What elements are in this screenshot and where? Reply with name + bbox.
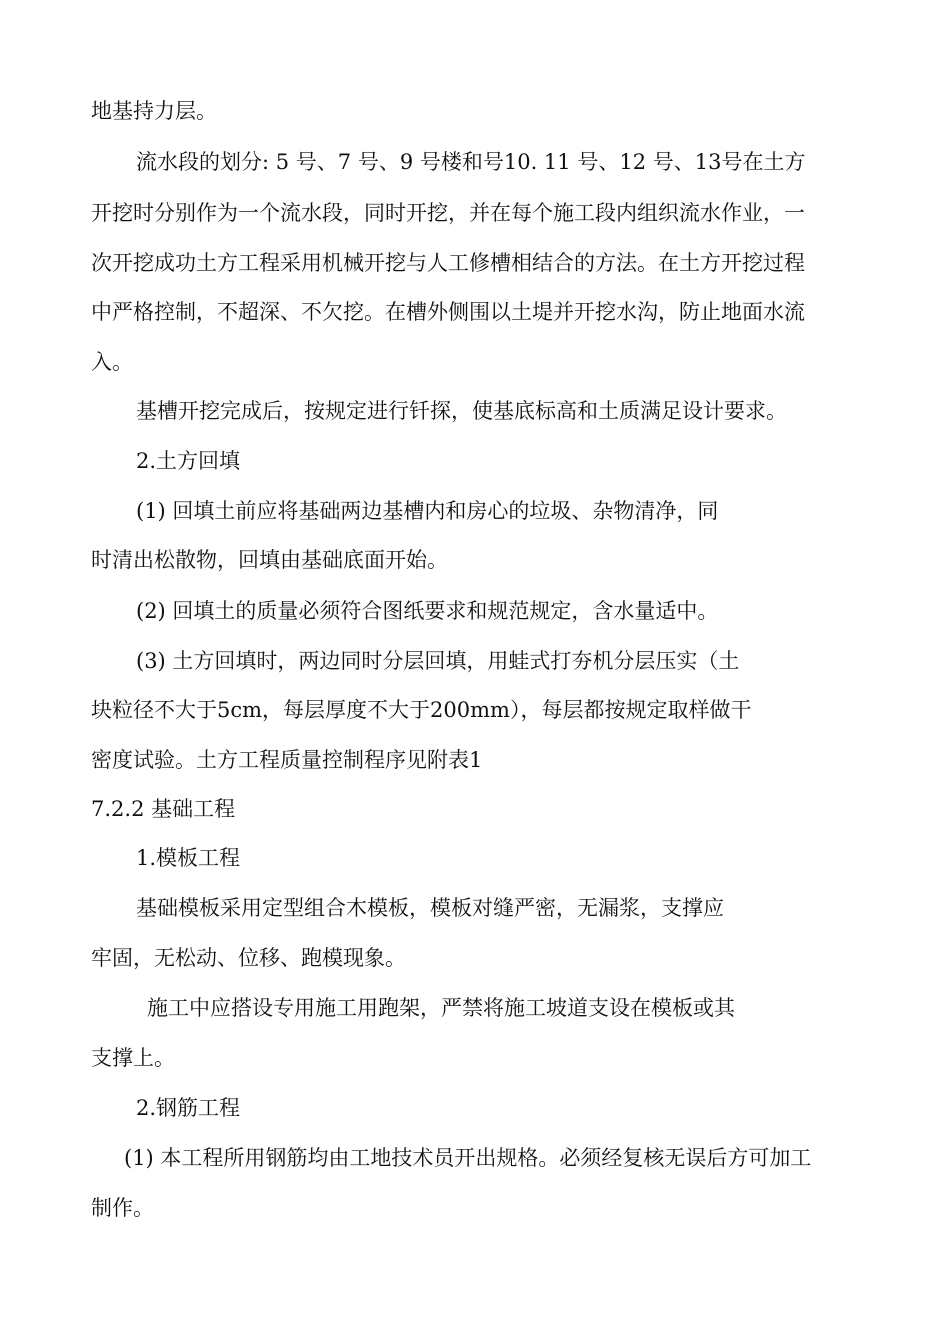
section-heading: 7.2.2 基础工程 bbox=[91, 797, 236, 821]
list-item-line: (2) 回填土的质量必须符合图纸要求和规范规定，含水量适中。 bbox=[136, 599, 719, 623]
paragraph-line: 支撑上。 bbox=[91, 1046, 175, 1070]
list-item-line: (1) 回填土前应将基础两边基槽内和房心的垃圾、杂物清净，同 bbox=[136, 499, 719, 523]
section-heading: 2.土方回填 bbox=[136, 449, 241, 473]
list-item-line: 块粒径不大于5cm，每层厚度不大于200mm），每层都按规定取样做干 bbox=[91, 698, 752, 722]
paragraph-line: 开挖时分别作为一个流水段，同时开挖，并在每个施工段内组织流水作业，一 bbox=[91, 201, 805, 225]
list-item-line: 时清出松散物，回填由基础底面开始。 bbox=[91, 548, 448, 572]
paragraph-line: 中严格控制，不超深、不欠挖。在槽外侧围以土堤并开挖水沟，防止地面水流 bbox=[91, 300, 805, 324]
paragraph-line: 牢固，无松动、位移、跑模现象。 bbox=[91, 946, 406, 970]
paragraph-line: 施工中应搭设专用施工用跑架，严禁将施工坡道支设在模板或其 bbox=[147, 996, 735, 1020]
list-item-line: (1) 本工程所用钢筋均由工地技术员开出规格。必须经复核无误后方可加工 bbox=[124, 1146, 812, 1170]
paragraph-line: 基槽开挖完成后，按规定进行钎探，使基底标高和土质满足设计要求。 bbox=[136, 399, 787, 423]
paragraph-line: 入。 bbox=[91, 350, 133, 374]
subsection-heading: 1.模板工程 bbox=[136, 846, 241, 870]
list-item-line: 密度试验。土方工程质量控制程序见附表1 bbox=[91, 748, 483, 772]
paragraph-line: 基础模板采用定型组合木模板，模板对缝严密，无漏浆，支撑应 bbox=[136, 896, 724, 920]
subsection-heading: 2.钢筋工程 bbox=[136, 1096, 241, 1120]
paragraph-line: 地基持力层。 bbox=[91, 99, 217, 123]
paragraph-line: 流水段的划分: 5 号、7 号、9 号楼和号10. 11 号、12 号、13号在土方 bbox=[136, 150, 806, 174]
list-item-line: (3) 土方回填时，两边同时分层回填，用蛙式打夯机分层压实（土 bbox=[136, 649, 740, 673]
list-item-line: 制作。 bbox=[91, 1196, 154, 1220]
paragraph-line: 次开挖成功土方工程采用机械开挖与人工修槽相结合的方法。在土方开挖过程 bbox=[91, 251, 805, 275]
